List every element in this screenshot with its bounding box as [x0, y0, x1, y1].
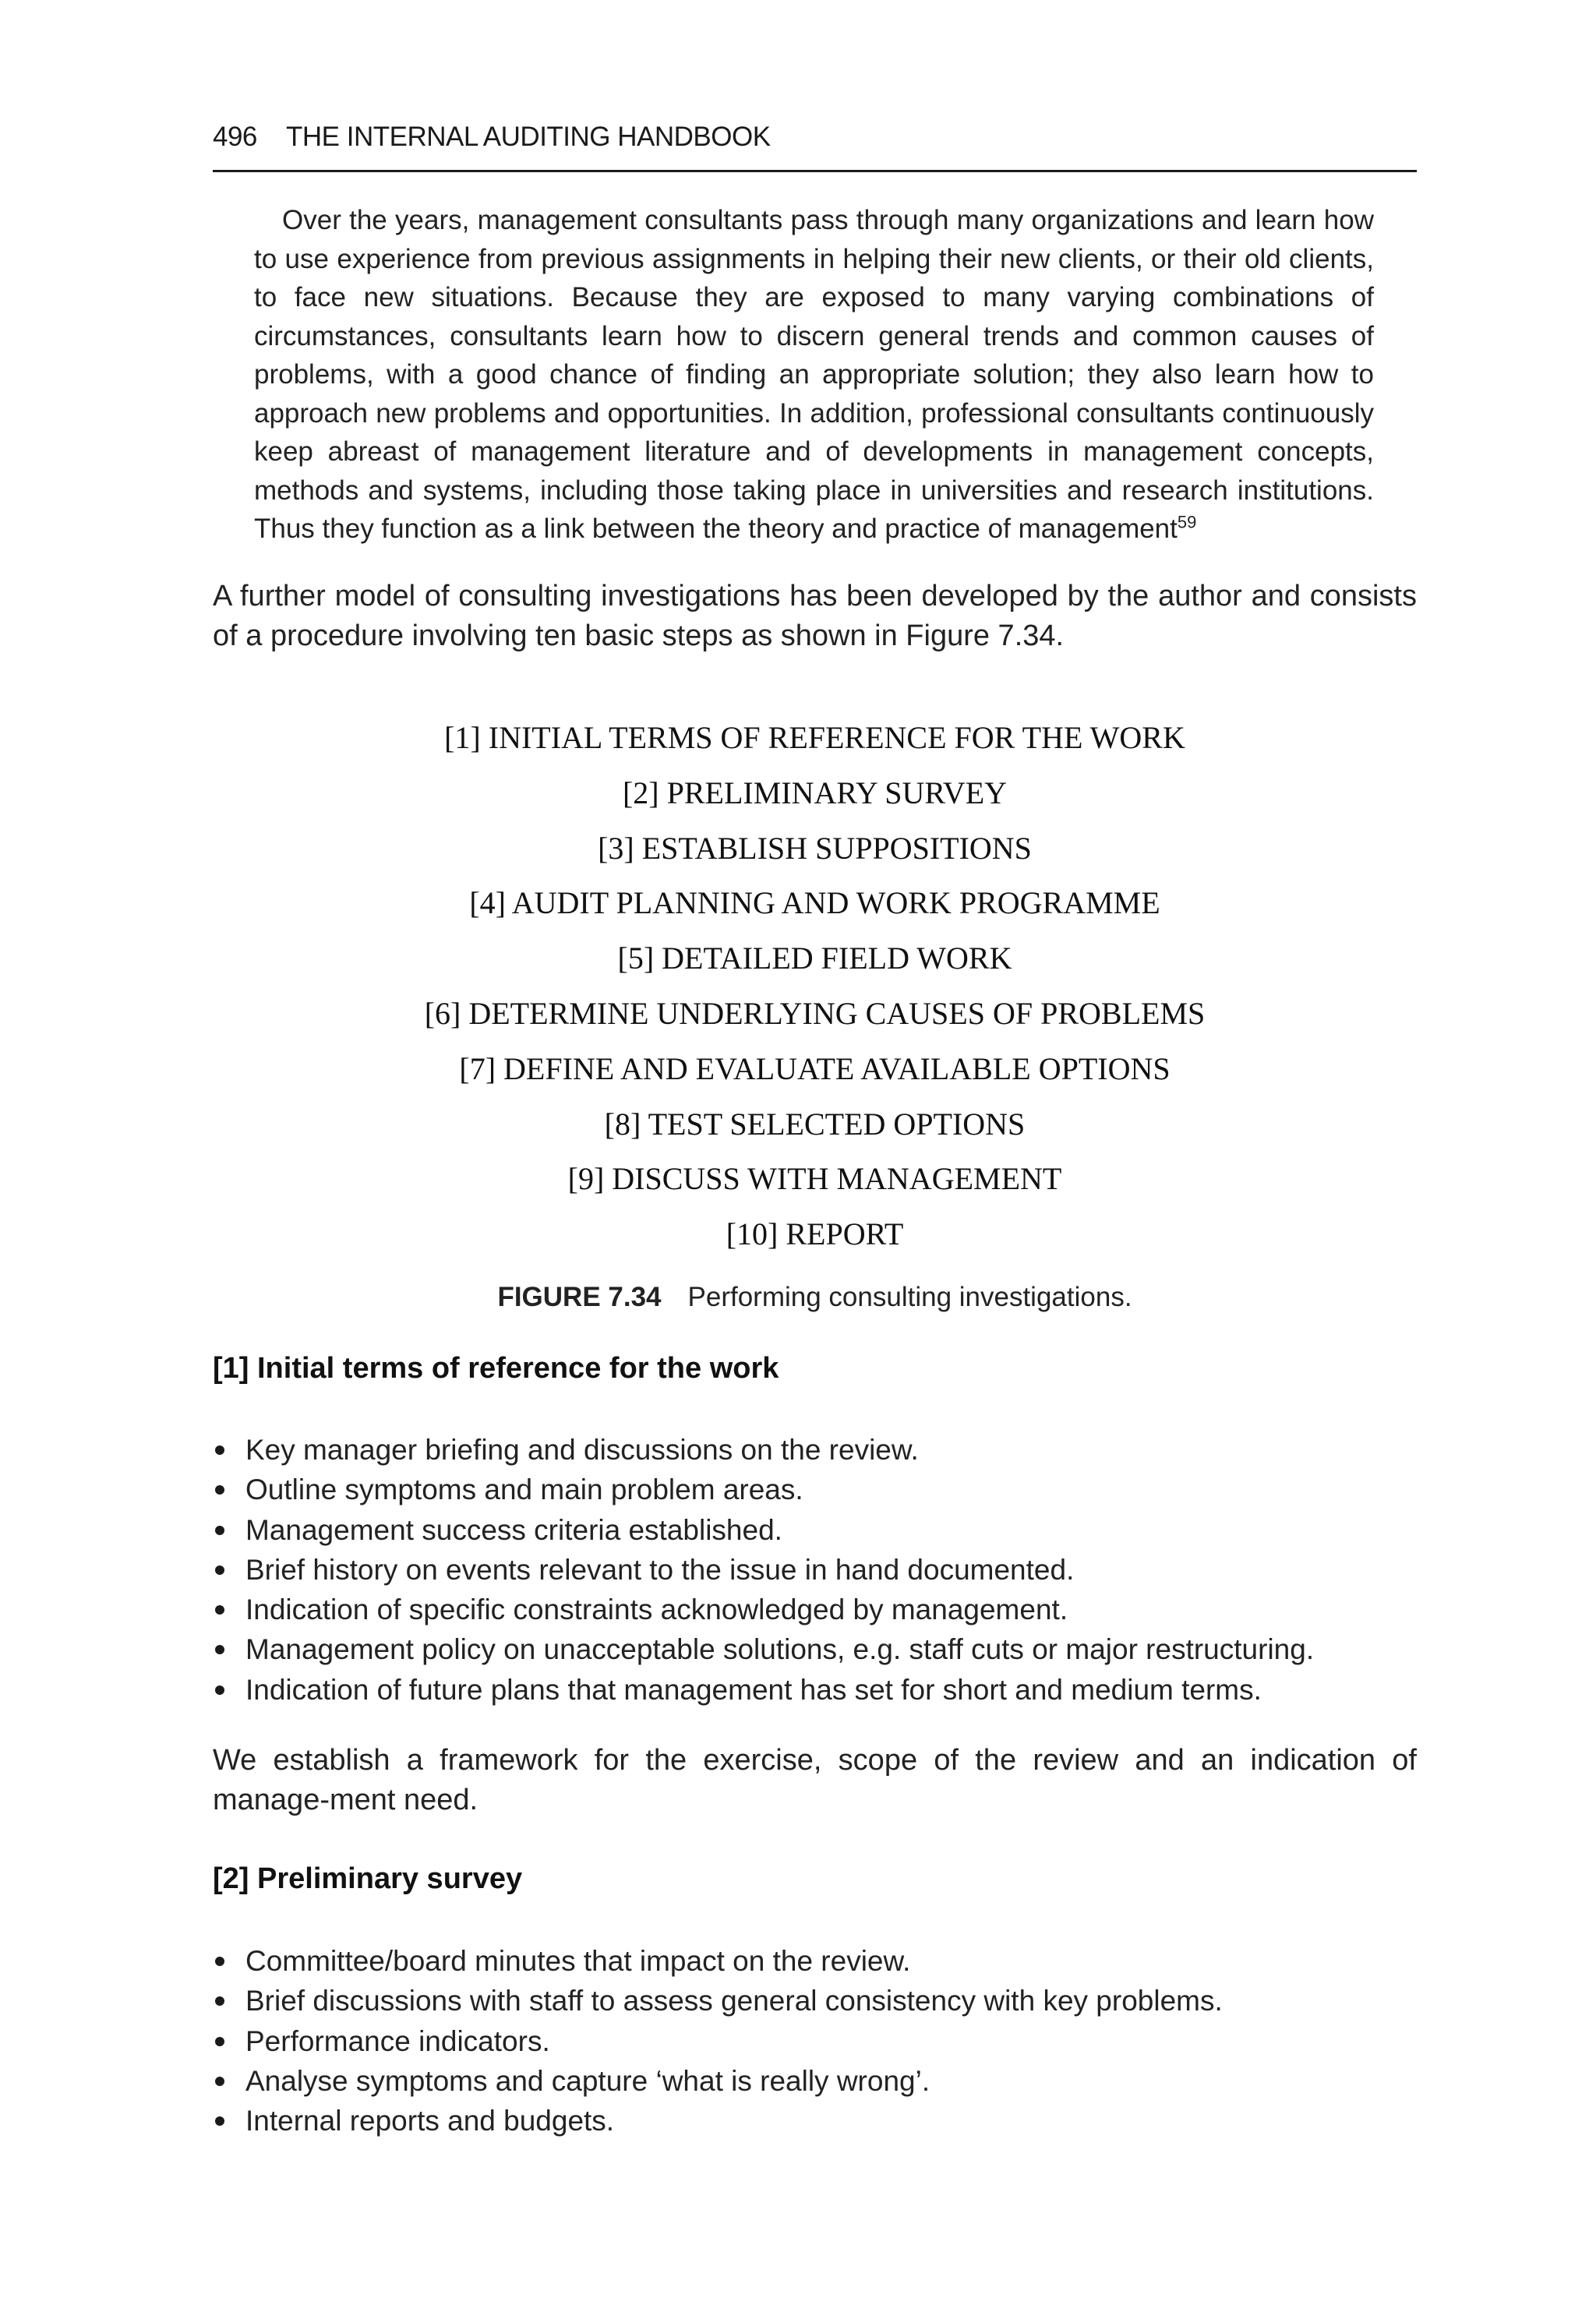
book-title: THE INTERNAL AUDITING HANDBOOK — [286, 122, 771, 152]
list-item-text: Management policy on unacceptable solutions, e.g. staff cuts or major restructuring. — [245, 1633, 1315, 1666]
list-item-text: Committee/board minutes that impact on the review. — [245, 1945, 911, 1977]
list-item-text: Outline symptoms and main problem areas. — [245, 1474, 803, 1506]
list-item — [213, 2021, 1417, 2061]
list-item — [213, 1629, 1417, 1669]
section-1-bullets — [213, 1430, 1417, 1710]
list-item — [213, 1941, 1417, 1981]
section-1-closing: We establish a framework for the exercise, scope of the review and an indication of manage-ment need. — [213, 1744, 1417, 1816]
bullet-dot — [215, 1645, 224, 1654]
figure-step: [8] TEST SELECTED OPTIONS — [604, 1106, 1026, 1142]
list-item-text: Indication of future plans that management has set for short and medium terms. — [245, 1673, 1262, 1706]
list-item — [213, 2101, 1417, 2141]
figure-caption-label: FIGURE 7.34 — [497, 1282, 662, 1312]
list-item-text: Brief discussions with staff to assess general consistency with key problems. — [245, 1985, 1223, 2017]
list-item-text: Analyse symptoms and capture ‘what is really wrong’. — [245, 2064, 930, 2097]
bullet-dot — [215, 1957, 224, 1966]
bullet-dot — [215, 1605, 224, 1615]
list-item — [213, 1670, 1417, 1710]
figure-step: [5] DETAILED FIELD WORK — [617, 941, 1012, 976]
list-item-text: Indication of specific constraints acknowledged by management. — [245, 1594, 1068, 1626]
figure-step: [1] INITIAL TERMS OF REFERENCE FOR THE WORK — [444, 720, 1185, 755]
bullet-dot — [215, 1445, 224, 1455]
bullet-dot — [215, 2077, 224, 2086]
bullet-dot — [215, 1565, 224, 1575]
figure-step: [10] REPORT — [726, 1216, 904, 1252]
list-item-text: Key manager briefing and discussions on the review. — [245, 1434, 919, 1466]
figure-caption — [213, 1282, 1417, 1313]
figure-steps — [213, 711, 1417, 1262]
figure-step: [6] DETERMINE UNDERLYING CAUSES OF PROBLEMS — [424, 995, 1206, 1031]
running-header — [213, 122, 1417, 172]
list-item — [213, 1550, 1417, 1590]
bullet-dot — [215, 1685, 224, 1695]
bullet-dot — [215, 1996, 224, 2006]
list-item — [213, 1470, 1417, 1509]
figure-step: [2] PRELIMINARY SURVEY — [622, 775, 1008, 810]
section-2-bullets — [213, 1941, 1417, 2141]
bullet-dot — [215, 1526, 224, 1535]
footnote-ref: 59 — [1177, 512, 1197, 532]
list-item-text: Internal reports and budgets. — [245, 2105, 615, 2137]
bullet-dot — [215, 2116, 224, 2126]
list-item — [213, 1430, 1417, 1470]
block-quote — [254, 201, 1374, 549]
quote-text: Over the years, management consultants pass through many organizations and learn how to use experience from previous assignments in helping their new clients, or their old clients, to face new situations. Because they are exposed to many varying combinations of circumstances, consultants learn how to discern general trends and common causes of problems, with a good chance of finding an appropriate solution; they also learn how to approach new problems and opportunities. In addition, professional consultants continuously keep abreast of management literature and of developments in management concepts, methods and systems, including those taking place in universities and research institutions. Thus they function as a link between the theory and practice of management — [254, 205, 1374, 544]
bullet-dot — [215, 2037, 224, 2046]
list-item — [213, 1981, 1417, 2021]
list-item-text: Brief history on events relevant to the issue in hand documented. — [245, 1553, 1075, 1586]
bullet-dot — [215, 1485, 224, 1495]
figure-caption-text: Performing consulting investigations. — [687, 1282, 1132, 1312]
figure-step: [9] DISCUSS WITH MANAGEMENT — [567, 1161, 1062, 1197]
figure-step: [7] DEFINE AND EVALUATE AVAILABLE OPTIONS — [459, 1050, 1171, 1086]
list-item-text: Management success criteria established. — [245, 1513, 782, 1546]
intro-paragraph: A further model of consulting investigations has been developed by the author and consists of a procedure involving ten basic steps as shown in Figure 7.34. — [213, 580, 1417, 652]
list-item — [213, 1590, 1417, 1629]
figure-step: [4] AUDIT PLANNING AND WORK PROGRAMME — [469, 885, 1160, 921]
list-item — [213, 2061, 1417, 2101]
figure-step: [3] ESTABLISH SUPPOSITIONS — [598, 830, 1032, 866]
list-item — [213, 1510, 1417, 1550]
page-number: 496 — [213, 122, 257, 152]
list-item-text: Performance indicators. — [245, 2024, 550, 2057]
section-heading-2: [2] Preliminary survey — [213, 1862, 523, 1895]
section-heading-1: [1] Initial terms of reference for the work — [213, 1352, 779, 1385]
